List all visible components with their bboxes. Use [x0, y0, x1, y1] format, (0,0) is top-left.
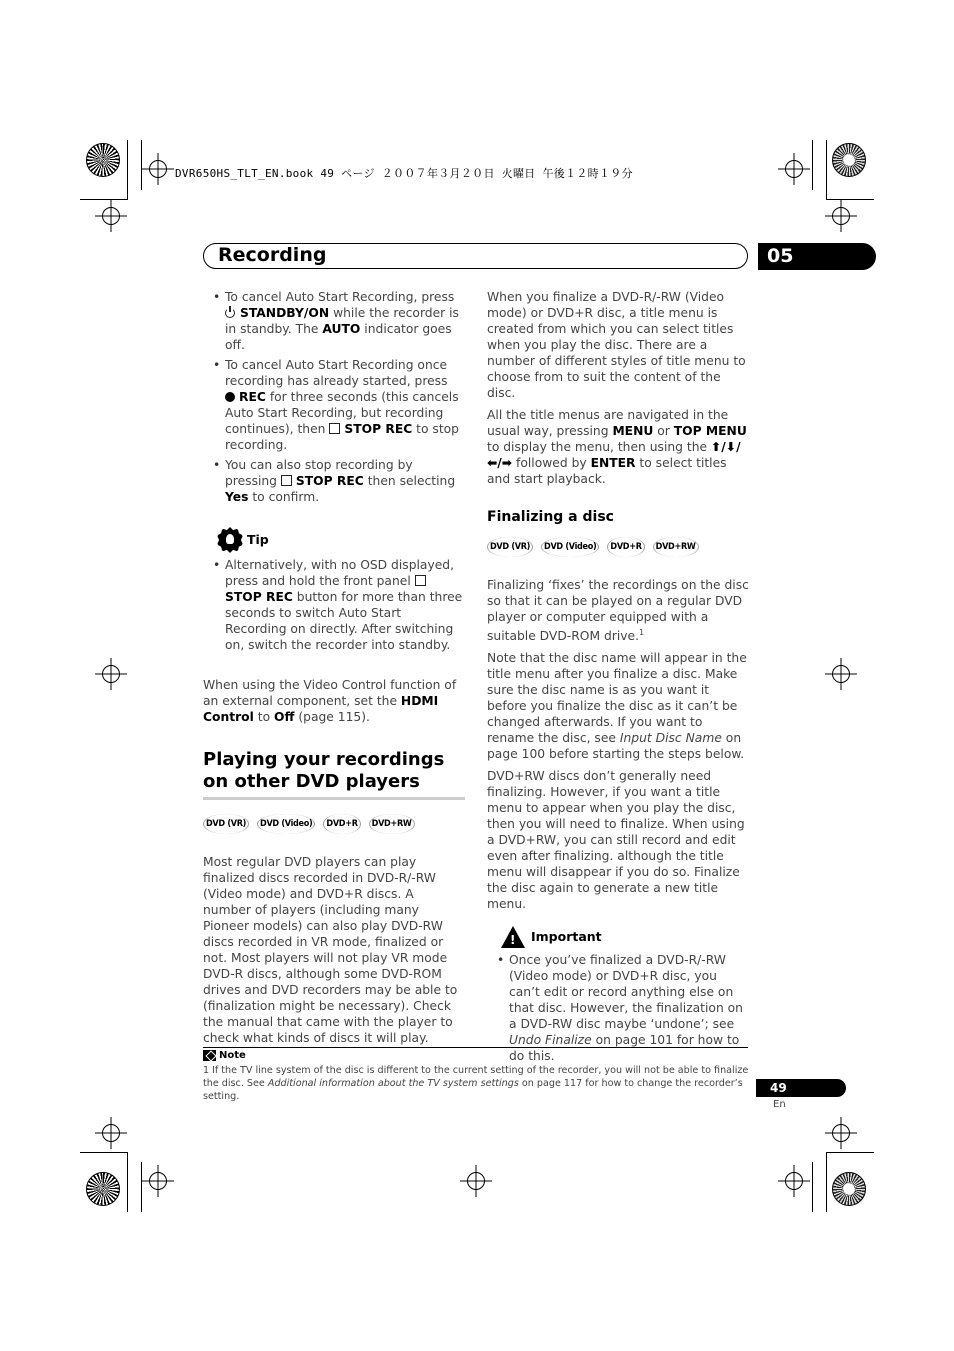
disc-compat-badges: [487, 537, 749, 557]
notes-rule: [203, 1047, 748, 1048]
disc-compat-badges: [203, 814, 465, 834]
list-item: • You can also stop recording by pressing STOP REC then selecting Yes to confirm.: [203, 457, 465, 505]
disc-badge: DVD (Video): [541, 537, 599, 557]
finalizing-paragraph: Finalizing ‘fixes’ the recordings on the disc so that it can be played on a regular DVD player or computer equipped with a suitable DVD-ROM drive.$^1$: [487, 578, 749, 644]
crop-mark: [812, 1162, 813, 1212]
stop-icon: [281, 475, 292, 486]
registration-sun-icon: [86, 1172, 120, 1206]
registration-target-icon: [149, 160, 167, 178]
playing-paragraph: Most regular DVD players can play finalized discs recorded in DVD-R/-RW (Video mode) and DVD+R discs. A number of players (including many Pioneer models) can also play DVD-RW discs recorded in VR mode, finalized or not. Most players will not play VR mode DVD-R discs, although some DVD-ROM drives and DVD recorders may be able to (finalization might be necessary). Check the manual that came with the player to check what kinds of discs it will play.: [203, 855, 458, 1045]
navigation-paragraph: All the title menus are navigated in the usual way, pressing MENU or TOP MENU to display the menu, then using the ⬆/⬇/⬅/➡ followed by ENTER to select titles and start playback.: [487, 408, 747, 486]
disc-badge: DVD+R: [607, 537, 644, 557]
important-heading: [501, 926, 749, 948]
record-icon: [225, 392, 235, 402]
arrow-keys-icon: ⬆/⬇/⬅/➡: [487, 440, 741, 470]
important-item: • Once you’ve finalized a DVD-R/-RW (Video mode) or DVD+R disc, you can’t edit or record anything else on that disc. However, the finalization on a DVD-RW disc maybe ‘undone’; see Undo Finalize on page 101 for how to do this.: [487, 952, 749, 1064]
crop-mark: [141, 140, 142, 190]
crop-mark: [826, 140, 827, 200]
print-header: DVR650HS_TLT_EN.book 49 ページ ２００７年３月２０日 火曜日 午後１２時１９分: [175, 167, 633, 180]
registration-target-icon: [832, 665, 850, 683]
crop-mark: [127, 1152, 128, 1212]
list-item: • To cancel Auto Start Recording once recording has already started, press REC for three seconds (this cancels Auto Start Recording, but recording continues), then STOP REC to stop recording.: [203, 357, 465, 453]
crop-mark: [826, 1152, 827, 1212]
disc-badge: DVD (VR): [203, 814, 249, 834]
registration-target-icon: [102, 1124, 120, 1142]
list-item: • To cancel Auto Start Recording, press STANDBY/ON while the recorder is in standby. The AUTO indicator goes off.: [203, 289, 465, 353]
playing-section-title: Playing your recordings on other DVD players: [203, 749, 445, 792]
registration-target-icon: [785, 1172, 803, 1190]
tip-item: • Alternatively, with no OSD displayed, press and hold the front panel STOP REC button for more than three seconds to switch Auto Start Recording on directly. After switching on, switch the recorder into standby.: [203, 557, 465, 653]
finalizing-section-title: Finalizing a disc: [487, 509, 614, 525]
registration-sun-icon: [832, 1172, 866, 1206]
footnote-ref: 1: [639, 628, 645, 637]
crop-mark: [80, 1152, 128, 1153]
page-number: 49: [756, 1079, 846, 1097]
crop-mark: [826, 1152, 874, 1153]
registration-target-icon: [149, 1172, 167, 1190]
disc-badge: DVD (VR): [487, 537, 533, 557]
note-heading: [203, 1050, 246, 1061]
dvdrw-paragraph: DVD+RW discs don’t generally need finalizing. However, if you want a title menu to appear when you play the disc, then you will need to finalize. When using a DVD+RW, you can still record and edit even after finalizing. although the title menu will disappear if you do so. Finalize the disc again to generate a new title menu.: [487, 769, 745, 912]
registration-target-icon: [467, 1172, 485, 1190]
registration-target-icon: [102, 207, 120, 225]
crop-mark: [826, 199, 874, 200]
registration-sun-icon: [832, 143, 866, 177]
title-menu-paragraph: When you finalize a DVD-R/-RW (Video mode) or DVD+R disc, a title menu is created from which you can select titles when you play the disc. There are a number of different styles of title menu to choose from to suit the content of the disc.: [487, 290, 746, 400]
section-title: Recording: [218, 244, 327, 266]
left-column: [203, 289, 465, 1052]
page-language: En: [773, 1099, 786, 1110]
stop-icon: [415, 575, 426, 586]
right-column: [487, 289, 749, 1068]
crop-mark: [812, 140, 813, 190]
warning-icon: [501, 926, 525, 948]
crop-mark: [80, 199, 128, 200]
registration-target-icon: [832, 1124, 850, 1142]
tip-lightbulb-icon: [217, 527, 243, 553]
disc-badge: DVD (Video): [257, 814, 315, 834]
power-icon: [225, 308, 235, 318]
important-label: Important: [531, 929, 602, 945]
stop-icon: [329, 423, 340, 434]
registration-sun-icon: [86, 143, 120, 177]
chapter-number: 05: [758, 243, 876, 270]
registration-target-icon: [832, 207, 850, 225]
hdmi-paragraph: When using the Video Control function of an external component, set the HDMI Control to Off (page 115).: [203, 678, 457, 724]
registration-target-icon: [785, 160, 803, 178]
note-pencil-icon: [203, 1050, 216, 1061]
disc-badge: DVD+RW: [369, 814, 415, 834]
crop-mark: [127, 140, 128, 200]
crop-mark: [141, 1162, 142, 1212]
note-label: Note: [219, 1050, 246, 1061]
disc-name-paragraph: Note that the disc name will appear in the title menu after you finalize a disc. Make sure the disc name is as you want it before you finalize the disc as it can’t be changed afterwards. If you want to rename the disc, see Input Disc Name on page 100 before starting the steps below.: [487, 651, 747, 762]
disc-badge: DVD+R: [323, 814, 360, 834]
section-rule: [203, 797, 465, 800]
registration-target-icon: [102, 665, 120, 683]
tip-label: Tip: [247, 532, 269, 547]
disc-badge: DVD+RW: [653, 537, 699, 557]
footnote: 1 If the TV line system of the disc is different to the current setting of the recorder, you will not be able to finalize the disc. See Additional information about the TV system settings on page 117 for how to change the recorder’s setting.: [203, 1065, 749, 1102]
tip-heading: [217, 527, 465, 553]
